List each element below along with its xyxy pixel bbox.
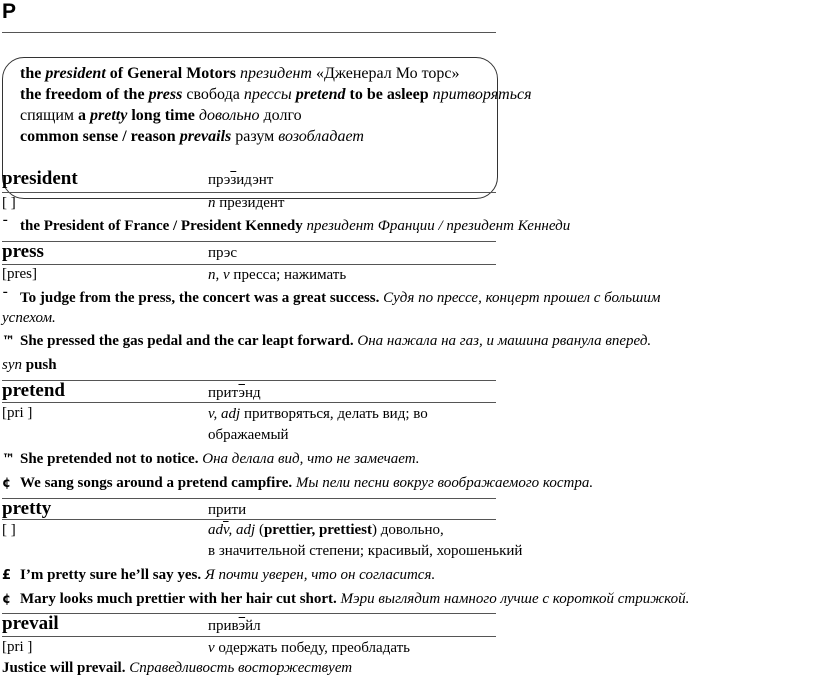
- intro-line-1: the president of General Motors президент «Дженерал Мо торс»: [20, 65, 460, 82]
- transcription-pretend: притэнд: [208, 385, 261, 401]
- rule-pretend-top: [2, 380, 496, 381]
- example-pretend-1: ™ She pretended not to notice. Она делала вид, что не замечает.: [2, 451, 420, 467]
- pron-prevail: [pri ]: [2, 639, 33, 655]
- letter-rule: [2, 32, 496, 33]
- headword-prevail: prevail: [2, 613, 59, 634]
- example-press-1: ˉ To judge from the press, the concert was a great success. Судя по прессе, концерт прошел с большим: [2, 290, 661, 306]
- headword-president: president: [2, 168, 78, 189]
- rule-press-top: [2, 241, 496, 242]
- rule-pretty-top: [2, 498, 496, 499]
- headword-pretend: pretend: [2, 380, 65, 401]
- transcription-prevail: привэйл: [208, 618, 261, 634]
- pron-pretty: [ ]: [2, 522, 16, 538]
- example-press-2: ™ She pressed the gas pedal and the car leapt forward. Она нажала на газ, и машина рванула вперед.: [2, 333, 652, 349]
- def-pretty-cont: в значительной степени; красивый, хорошенький: [208, 543, 523, 559]
- transcription-pretty: прити: [208, 502, 247, 518]
- example-pretty-1: £ I’m pretty sure he’ll say yes. Я почти уверен, что он согласится.: [2, 567, 436, 583]
- def-press: n, v пресса; нажимать: [208, 267, 347, 283]
- intro-line-2: the freedom of the press свобода прессы pretend to be asleep притворяться: [20, 86, 532, 103]
- pron-president: [ ]: [2, 195, 16, 211]
- headword-pretty: pretty: [2, 498, 52, 519]
- example-pretty-2: ¢ Mary looks much prettier with her hair cut short. Мэри выглядит намного лучше с короткой стрижкой.: [2, 591, 690, 607]
- def-president: n президент: [208, 195, 285, 211]
- def-pretty: $ad\overline{v}$, adj (prettier, prettiest) довольно,: [208, 522, 444, 538]
- rule-prevail-top: [2, 613, 496, 614]
- intro-line-3: спящим a pretty long time довольно долго: [20, 107, 302, 124]
- section-letter: P: [2, 0, 17, 23]
- pron-press: [pres]: [2, 266, 37, 282]
- example-pretend-2: ¢ We sang songs around a pretend campfire. Мы пели песни вокруг воображаемого костра.: [2, 475, 594, 491]
- example-press-1-cont: успехом.: [2, 310, 56, 326]
- example-president-1: ˉ the President of France / President Kennedy президент Франции / президент Кеннеди: [2, 218, 571, 234]
- example-prevail-1: Justice will prevail. Справедливость восторжествует: [2, 660, 353, 676]
- rule-prevail: [2, 636, 496, 637]
- transcription-press: прэс: [208, 245, 237, 261]
- pron-pretend: [pri ]: [2, 405, 33, 421]
- synonym-press: syn push: [2, 357, 57, 373]
- rule-pretend: [2, 402, 496, 403]
- headword-press: press: [2, 241, 44, 262]
- transcription-president: прэзидэнт: [208, 172, 274, 188]
- def-pretend-cont: ображаемый: [208, 427, 289, 443]
- def-prevail: v одержать победу, преобладать: [208, 640, 410, 656]
- intro-line-4: common sense / reason prevails разум возобладает: [20, 128, 364, 145]
- def-pretend: v, adj притворяться, делать вид; во: [208, 406, 428, 422]
